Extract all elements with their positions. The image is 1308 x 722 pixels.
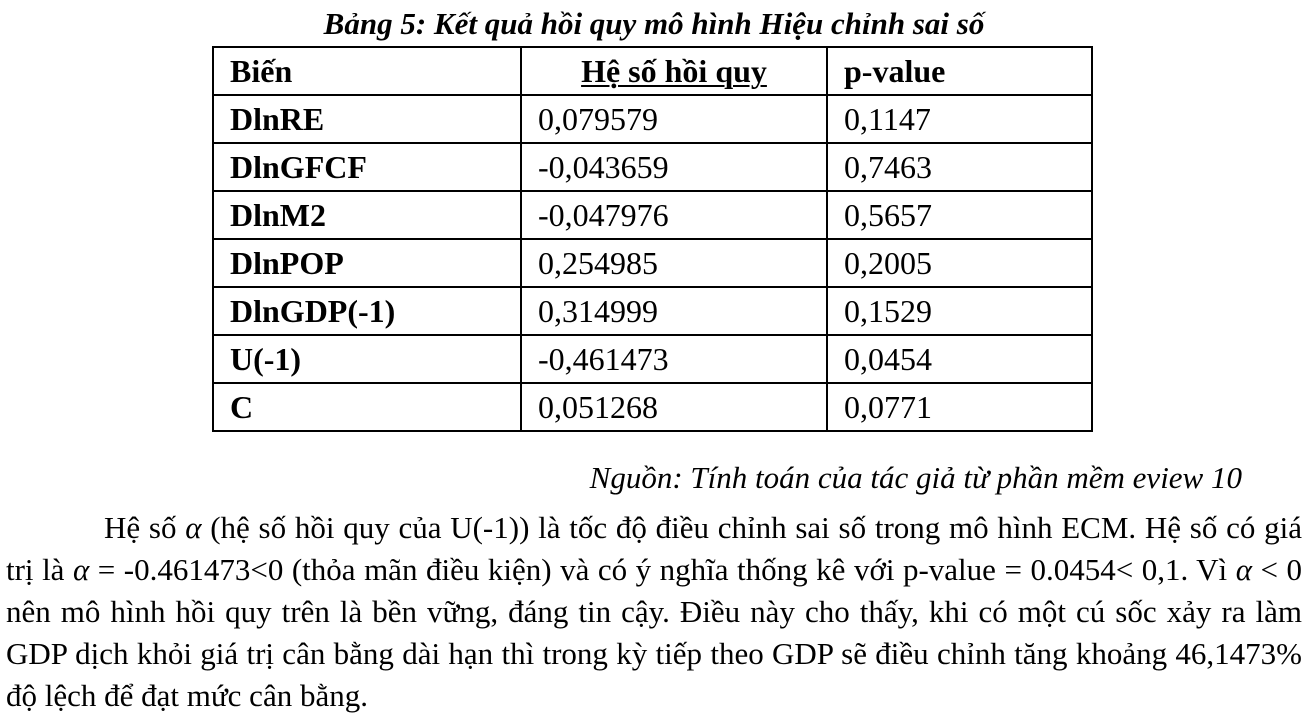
header-p-value: p-value (827, 47, 1092, 95)
table-caption: Bảng 5: Kết quả hồi quy mô hình Hiệu chỉnh sai số (323, 6, 985, 41)
alpha-symbol: α (72, 552, 90, 587)
variable-cell: DlnGDP(-1) (213, 287, 521, 335)
regression-table (212, 46, 1093, 432)
variable-cell: C (213, 383, 521, 431)
table-row (213, 287, 1092, 335)
p-value-cell: 0,2005 (827, 239, 1092, 287)
table-row (213, 95, 1092, 143)
coefficient-cell: -0,047976 (521, 191, 827, 239)
paragraph-text-3: = -0.461473<0 (thỏa mãn điều kiện) và có ý nghĩa thống kê với p-value = 0.0454< 0,1. Vì (89, 552, 1236, 587)
table-source-note: Nguồn: Tính toán của tác giả từ phần mềm eview 10 (589, 460, 1242, 495)
table-row (213, 239, 1092, 287)
header-coefficient (521, 47, 827, 95)
coefficient-cell: 0,314999 (521, 287, 827, 335)
coefficient-cell: -0,461473 (521, 335, 827, 383)
table-header-row (213, 47, 1092, 95)
p-value-cell: 0,0454 (827, 335, 1092, 383)
header-variable: Biến (213, 47, 521, 95)
coefficient-cell: -0,043659 (521, 143, 827, 191)
coefficient-cell: 0,254985 (521, 239, 827, 287)
table-row (213, 383, 1092, 431)
paragraph-text-4: < 0 nên mô hình hồi quy trên là bền vững, đáng tin cậy. Điều này cho thấy, khi có một cú sốc xảy ra làm GDP dịch khỏi giá trị cân bằng dài hạn thì trong kỳ tiếp theo GDP sẽ điều chỉnh tăng khoảng 46,1473% độ lệch để đạt mức cân bằng. (6, 552, 1303, 713)
p-value-cell: 0,0771 (827, 383, 1092, 431)
table-row (213, 143, 1092, 191)
variable-cell: DlnRE (213, 95, 521, 143)
variable-cell: DlnGFCF (213, 143, 521, 191)
variable-cell: DlnM2 (213, 191, 521, 239)
p-value-cell: 0,1147 (827, 95, 1092, 143)
coefficient-cell: 0,051268 (521, 383, 827, 431)
header-coefficient-label: Hệ số hồi quy (581, 53, 767, 89)
variable-cell: DlnPOP (213, 239, 521, 287)
coefficient-cell: 0,079579 (521, 95, 827, 143)
p-value-cell: 0,1529 (827, 287, 1092, 335)
body-paragraph (6, 507, 1302, 717)
variable-cell: U(-1) (213, 335, 521, 383)
table-row (213, 335, 1092, 383)
paragraph-text-1: Hệ số (104, 510, 186, 545)
alpha-symbol: α (185, 510, 202, 545)
paragraph-text-2: (hệ số hồi quy của U(-1)) là tốc độ điều chỉnh sai số trong mô hình ECM. Hệ số có giá trị là (6, 510, 1302, 587)
p-value-cell: 0,7463 (827, 143, 1092, 191)
p-value-cell: 0,5657 (827, 191, 1092, 239)
alpha-symbol: α (1235, 552, 1252, 587)
table-row (213, 191, 1092, 239)
